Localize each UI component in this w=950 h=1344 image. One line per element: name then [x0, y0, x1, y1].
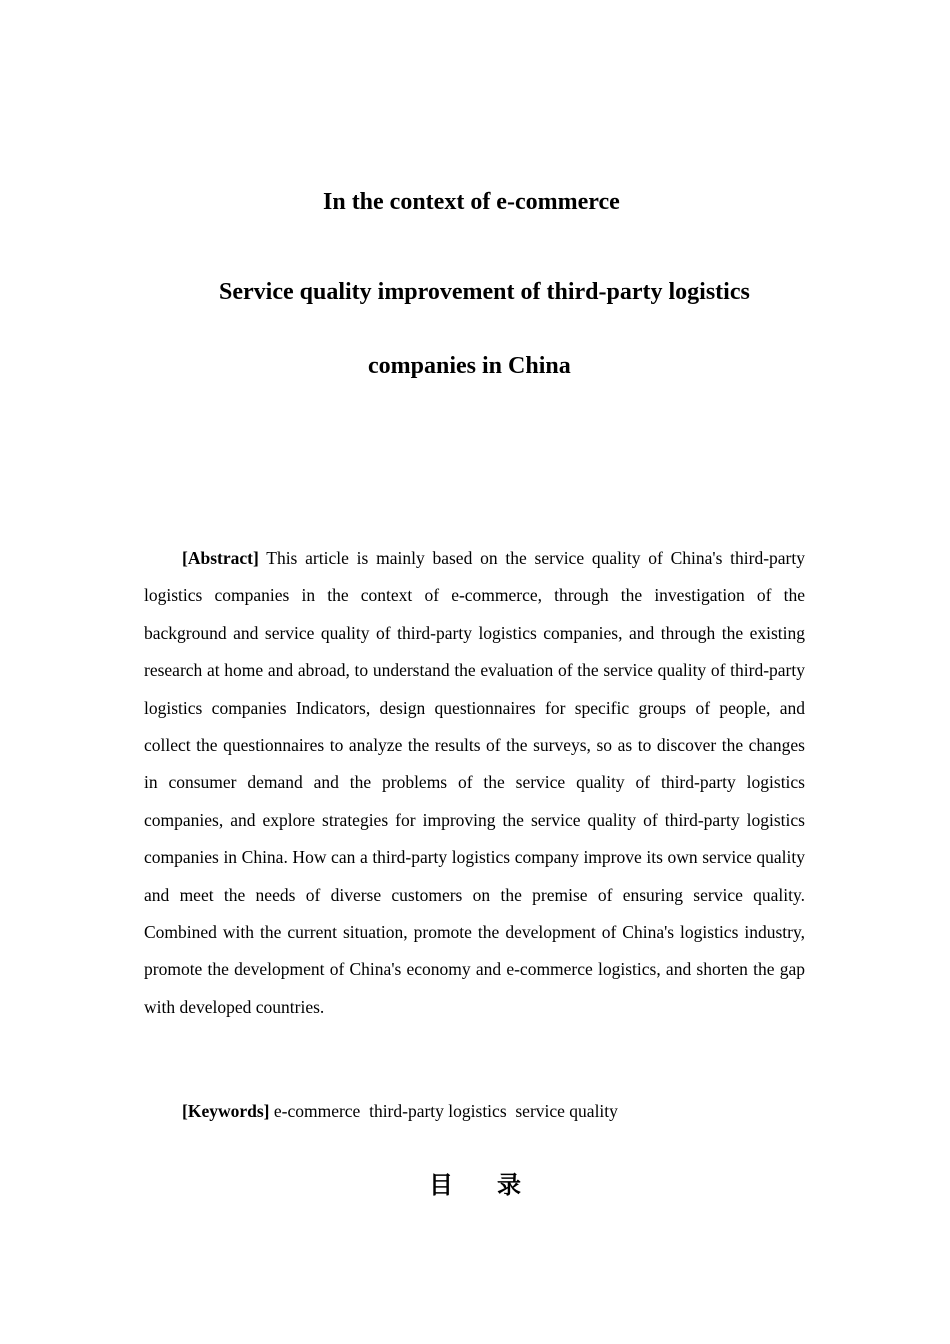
abstract-label: [Abstract] [182, 548, 259, 568]
title-line-2: Service quality improvement of third-party logistics [219, 279, 750, 305]
toc-heading [0, 1170, 950, 1200]
title-line-1: In the context of e-commerce [323, 189, 620, 215]
toc-heading-char-2: 录 [497, 1171, 521, 1199]
toc-heading-char-1: 目 [429, 1171, 453, 1199]
keywords-label: [Keywords] [182, 1101, 270, 1121]
keywords-text: e-commerce third-party logistics service quality [273, 1101, 618, 1121]
title-line-3: companies in China [368, 353, 571, 379]
abstract-text: This article is mainly based on the service quality of China's third-party logistics companies in the context of e-commerce, through the investigation of the background and service quality of third-party logistics companies, and through the existing research at home and abroad, to understand the evaluation of the service quality of third-party logistics companies Indicators, design questionnaires for specific groups of people, and collect the questionnaires to analyze the results of the surveys, so as to discover the changes in consumer demand and the problems of the service quality of third-party logistics companies, and explore strategies for improving the service quality of third-party logistics companies in China. How can a third-party logistics company improve its own service quality and meet the needs of diverse customers on the premise of ensuring service quality. Combined with the current situation, promote the development of China's logistics industry, promote the development of China's economy and e-commerce logistics, and shorten the gap with developed countries. [144, 548, 805, 1017]
keywords-line [182, 1098, 618, 1124]
abstract-paragraph [144, 540, 805, 1026]
